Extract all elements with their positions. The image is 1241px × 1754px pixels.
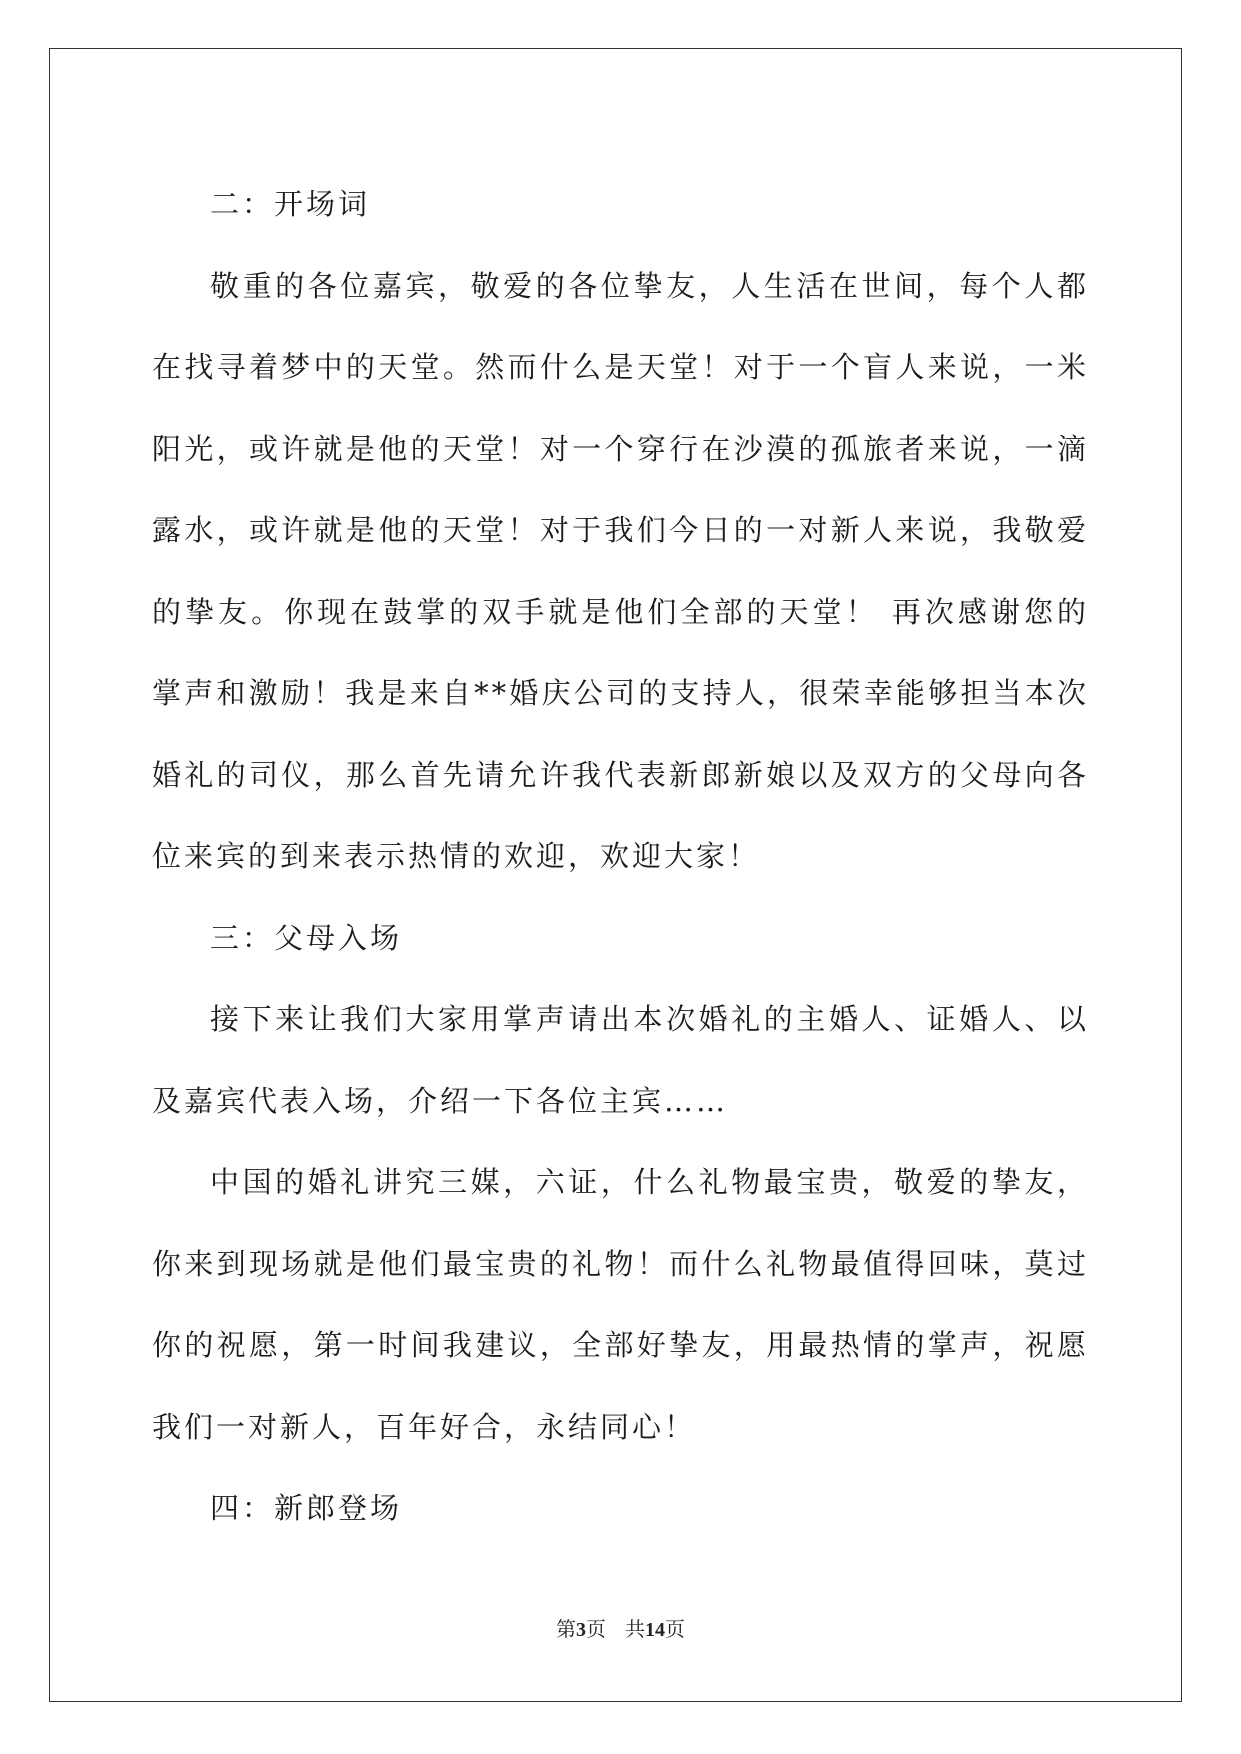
- total-prefix: 共: [625, 1617, 646, 1641]
- page-footer: [0, 1613, 1241, 1642]
- document-body: [152, 164, 1089, 1550]
- page-number: 3: [575, 1619, 586, 1641]
- page-prefix: 第: [555, 1617, 576, 1641]
- section-heading-parents: 三：父母入场: [210, 920, 403, 955]
- body-paragraph: 接下来让我们大家用掌声请出本次婚礼的主婚人、证婚人、以及嘉宾代表入场，介绍一下各位主宾……: [152, 1002, 1089, 1118]
- section-heading-opening: 二：开场词: [210, 187, 371, 221]
- total-suffix: 页: [665, 1617, 686, 1641]
- body-paragraph: 中国的婚礼讲究三媒，六证，什么礼物最宝贵，敬爱的挚友，你来到现场就是他们最宝贵的礼物！而什么礼物最值得回味，莫过你的祝愿，第一时间我建议，全部好挚友，用最热情的掌声，祝愿我们一对新人，百年好合，永结同心！: [152, 1165, 1089, 1444]
- body-paragraph: 敬重的各位嘉宾，敬爱的各位挚友，人生活在世间，每个人都在找寻着梦中的天堂。然而什么是天堂！对于一个盲人来说，一米阳光，或许就是他的天堂！对一个穿行在沙漠的孤旅者来说，一滴露水，或许就是他的天堂！对于我们今日的一对新人来说，我敬爱的挚友。你现在鼓掌的双手就是他们全部的天堂！ 再次感谢您的掌声和激励！我是来自**婚庆公司的支持人，很荣幸能够担当本次婚礼的司仪，那么首先请允许我代表新郎新娘以及双方的父母向各位来宾的到来表示热情的欢迎，欢迎大家！: [152, 268, 1089, 873]
- page-suffix: 页: [585, 1617, 606, 1641]
- section-heading-groom: 四：新郎登场: [210, 1491, 403, 1525]
- total-pages: 14: [645, 1619, 666, 1641]
